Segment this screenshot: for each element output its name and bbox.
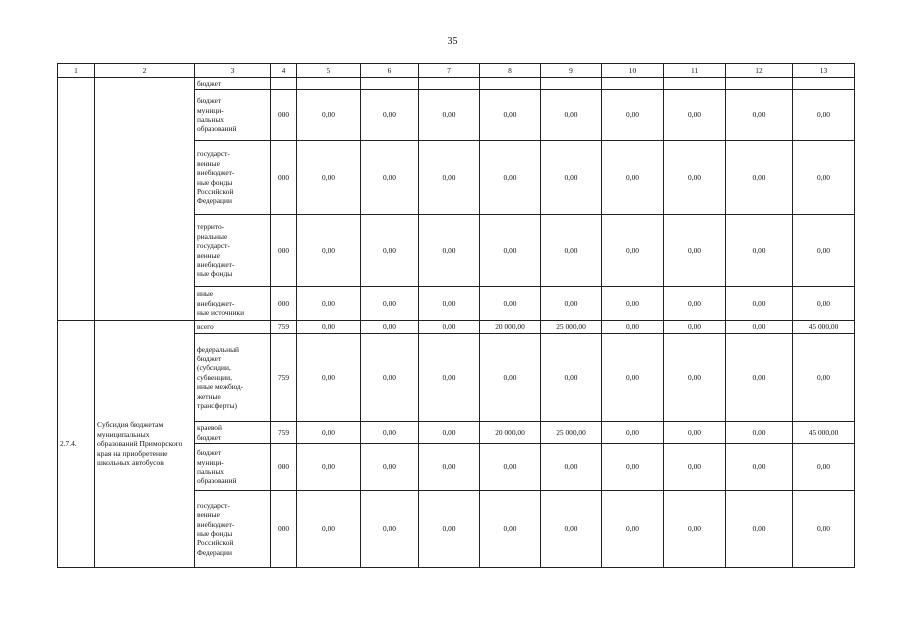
column-header: 3	[195, 64, 271, 78]
value-cell: 0,00	[726, 90, 793, 141]
funding-source	[195, 287, 271, 321]
value-cell: 0,00	[480, 215, 541, 287]
column-header: 4	[271, 64, 297, 78]
value-cell: 0,00	[541, 215, 602, 287]
funding-source-label: бюджет муници- пальных образований	[197, 448, 237, 486]
column-header: 2	[95, 64, 195, 78]
value-cell: 0,00	[726, 287, 793, 321]
value-cell: 0,00	[297, 90, 361, 141]
value-cell	[297, 78, 361, 90]
column-header: 1	[58, 64, 95, 78]
ministry-code	[271, 78, 297, 90]
funding-source	[195, 141, 271, 215]
value-cell: 0,00	[297, 491, 361, 568]
value-cell: 0,00	[664, 287, 726, 321]
value-cell: 0,00	[726, 141, 793, 215]
value-cell: 0,00	[726, 321, 793, 334]
value-cell: 0,00	[419, 422, 480, 444]
funding-source	[195, 215, 271, 287]
value-cell: 0,00	[361, 141, 419, 215]
value-cell: 0,00	[602, 444, 664, 491]
value-cell: 45 000,00	[793, 321, 855, 334]
value-cell: 20 000,00	[480, 321, 541, 334]
funding-source	[195, 78, 271, 90]
funding-source	[195, 90, 271, 141]
funding-source-label: бюджет	[197, 78, 222, 88]
measure-name: Субсидия бюджетам муниципальных образований Приморского края на приобретение школьных автобусов	[95, 321, 195, 568]
column-header: 7	[419, 64, 480, 78]
funding-source-label: государст- венные внебюджет- ные фонды Российской Федерации	[197, 500, 235, 557]
value-cell: 0,00	[664, 444, 726, 491]
funding-source	[195, 444, 271, 491]
value-cell: 0,00	[297, 287, 361, 321]
value-cell: 0,00	[726, 334, 793, 422]
value-cell: 0,00	[297, 141, 361, 215]
value-cell	[664, 78, 726, 90]
value-cell: 0,00	[602, 491, 664, 568]
value-cell: 0,00	[541, 491, 602, 568]
value-cell: 0,00	[541, 287, 602, 321]
funding-source	[195, 321, 271, 334]
ministry-code: 000	[271, 444, 297, 491]
value-cell: 0,00	[726, 215, 793, 287]
value-cell: 0,00	[297, 422, 361, 444]
column-header: 8	[480, 64, 541, 78]
value-cell: 0,00	[664, 491, 726, 568]
ministry-code: 759	[271, 422, 297, 444]
funding-source-label: террито- риальные государст- венные внебюджет- ные фонды	[197, 222, 235, 279]
value-cell: 0,00	[419, 321, 480, 334]
ministry-code: 000	[271, 491, 297, 568]
value-cell: 0,00	[664, 141, 726, 215]
value-cell	[361, 78, 419, 90]
value-cell: 0,00	[664, 422, 726, 444]
column-header: 12	[726, 64, 793, 78]
value-cell: 0,00	[726, 444, 793, 491]
value-cell: 20 000,00	[480, 422, 541, 444]
value-cell: 25 000,00	[541, 321, 602, 334]
value-cell: 0,00	[602, 90, 664, 141]
value-cell: 0,00	[793, 215, 855, 287]
value-cell: 0,00	[480, 334, 541, 422]
ministry-code: 000	[271, 287, 297, 321]
value-cell: 0,00	[480, 287, 541, 321]
value-cell: 0,00	[726, 491, 793, 568]
value-cell: 0,00	[361, 287, 419, 321]
value-cell	[480, 78, 541, 90]
value-cell: 0,00	[793, 334, 855, 422]
value-cell: 0,00	[297, 215, 361, 287]
value-cell: 0,00	[361, 422, 419, 444]
value-cell: 0,00	[480, 491, 541, 568]
value-cell: 0,00	[361, 444, 419, 491]
ministry-code: 759	[271, 321, 297, 334]
value-cell	[419, 78, 480, 90]
value-cell: 0,00	[602, 422, 664, 444]
value-cell: 0,00	[297, 334, 361, 422]
value-cell: 0,00	[664, 334, 726, 422]
value-cell: 0,00	[541, 444, 602, 491]
value-cell: 0,00	[480, 141, 541, 215]
value-cell: 0,00	[419, 90, 480, 141]
value-cell: 0,00	[297, 321, 361, 334]
ministry-code: 000	[271, 141, 297, 215]
value-cell: 0,00	[361, 321, 419, 334]
row-code: 2.7.4.	[58, 321, 95, 568]
value-cell: 0,00	[793, 287, 855, 321]
funding-source-label: всего	[197, 322, 214, 332]
funding-source	[195, 491, 271, 568]
value-cell: 0,00	[602, 334, 664, 422]
column-header: 10	[602, 64, 664, 78]
value-cell: 0,00	[602, 287, 664, 321]
value-cell: 0,00	[361, 215, 419, 287]
funding-source-label: бюджет муници- пальных образований	[197, 96, 237, 134]
value-cell: 0,00	[726, 422, 793, 444]
page-number: 35	[447, 36, 458, 47]
value-cell: 0,00	[602, 141, 664, 215]
value-cell: 0,00	[297, 444, 361, 491]
value-cell: 0,00	[602, 215, 664, 287]
value-cell: 0,00	[793, 90, 855, 141]
funding-source	[195, 422, 271, 444]
value-cell: 0,00	[602, 321, 664, 334]
value-cell: 0,00	[361, 90, 419, 141]
ministry-code: 759	[271, 334, 297, 422]
value-cell: 0,00	[664, 215, 726, 287]
funding-source-label: краевой бюджет	[197, 423, 222, 442]
value-cell: 0,00	[361, 334, 419, 422]
column-header: 13	[793, 64, 855, 78]
ministry-code: 000	[271, 90, 297, 141]
value-cell: 0,00	[541, 334, 602, 422]
column-header: 5	[297, 64, 361, 78]
value-cell: 0,00	[419, 215, 480, 287]
funding-source-label: государст- венные внебюджет- ные фонды Российской Федерации	[197, 149, 235, 206]
value-cell: 0,00	[419, 141, 480, 215]
value-cell: 0,00	[664, 90, 726, 141]
value-cell	[726, 78, 793, 90]
value-cell: 0,00	[541, 90, 602, 141]
value-cell: 0,00	[793, 491, 855, 568]
header-row	[58, 64, 855, 78]
value-cell: 0,00	[480, 444, 541, 491]
column-header: 11	[664, 64, 726, 78]
value-cell: 0,00	[419, 334, 480, 422]
value-cell: 0,00	[793, 444, 855, 491]
value-cell: 0,00	[541, 141, 602, 215]
value-cell	[793, 78, 855, 90]
value-cell: 0,00	[419, 491, 480, 568]
budget-table	[57, 63, 855, 568]
ministry-code: 000	[271, 215, 297, 287]
measure-name	[95, 78, 195, 321]
value-cell: 0,00	[361, 491, 419, 568]
column-header: 6	[361, 64, 419, 78]
value-cell: 0,00	[664, 321, 726, 334]
value-cell: 45 000,00	[793, 422, 855, 444]
value-cell	[541, 78, 602, 90]
funding-source-label: федеральный бюджет (субсидии, субвенции, иные межбюд- жетные трансферты)	[197, 344, 244, 411]
row-code	[58, 78, 95, 321]
value-cell: 25 000,00	[541, 422, 602, 444]
value-cell: 0,00	[480, 90, 541, 141]
funding-source	[195, 334, 271, 422]
table-row	[58, 321, 855, 334]
funding-source-label: иные внебюджет- ные источники	[197, 289, 245, 318]
value-cell: 0,00	[419, 287, 480, 321]
value-cell: 0,00	[419, 444, 480, 491]
value-cell: 0,00	[793, 141, 855, 215]
column-header: 9	[541, 64, 602, 78]
value-cell	[602, 78, 664, 90]
table-body	[58, 78, 855, 568]
table-row	[58, 78, 855, 90]
